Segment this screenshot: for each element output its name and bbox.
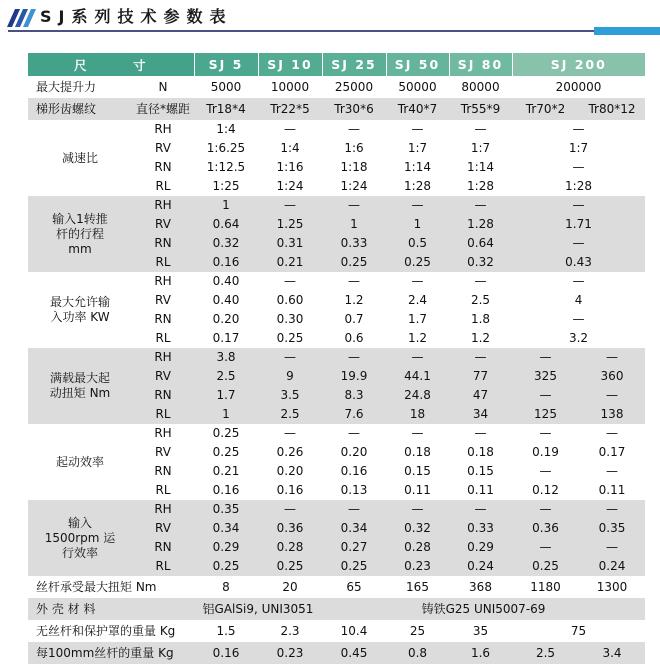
value-cell: 0.29 (194, 538, 258, 557)
value-cell: 1.71 (512, 215, 645, 234)
value-cell: 0.18 (449, 443, 512, 462)
value-cell: 0.26 (258, 443, 322, 462)
value-cell: 0.25 (194, 443, 258, 462)
value-cell: 0.20 (258, 462, 322, 481)
value-cell: 1.6 (449, 642, 512, 664)
value-cell: — (512, 234, 645, 253)
value-cell: 1.25 (258, 215, 322, 234)
value-cell: 47 (449, 386, 512, 405)
value-cell: 2.3 (258, 620, 322, 642)
value-cell: 0.36 (258, 519, 322, 538)
value-cell: 0.12 (512, 481, 579, 500)
value-cell: 0.25 (386, 253, 449, 272)
value-cell: — (449, 500, 512, 519)
value-cell: 1:16 (258, 158, 322, 177)
value-cell: 3.5 (258, 386, 322, 405)
value-cell: 0.25 (322, 253, 386, 272)
table-row (28, 272, 645, 291)
value-cell: 0.16 (194, 481, 258, 500)
header-sj80: SJ 80 (449, 53, 512, 76)
value-cell: 165 (386, 576, 449, 598)
value-cell: 1:4 (258, 139, 322, 158)
value-cell: 125 (512, 405, 579, 424)
section-label-line: 最大允许输 (49, 295, 110, 309)
brand-slashes-icon (11, 9, 32, 27)
value-cell: — (258, 500, 322, 519)
section-label (28, 348, 132, 424)
value-cell: 24.8 (386, 386, 449, 405)
value-cell: 1.5 (194, 620, 258, 642)
section-label-line: mm (68, 241, 92, 256)
value-cell: 2.5 (449, 291, 512, 310)
header-sj50: SJ 50 (386, 53, 449, 76)
value-cell: 10.4 (322, 620, 386, 642)
section-label-line: 满载最大起 (49, 371, 110, 385)
ratio-type-label: RL (132, 405, 194, 424)
value-cell: 0.25 (194, 424, 258, 443)
spec-table-body (28, 76, 645, 664)
value-cell: 25 (386, 620, 449, 642)
value-cell: 0.36 (512, 519, 579, 538)
section-label-line: 1500rpm 运 (44, 530, 116, 545)
value-cell: 65 (322, 576, 386, 598)
value-cell: 1:14 (386, 158, 449, 177)
value-cell: 1:28 (386, 177, 449, 196)
value-cell: 1:6 (322, 139, 386, 158)
value-cell: — (512, 500, 579, 519)
value-cell: 75 (512, 620, 645, 642)
value-cell: 0.45 (322, 642, 386, 664)
header-sj200: SJ 200 (512, 53, 645, 76)
value-cell: 9 (258, 367, 322, 386)
ratio-type-label: RV (132, 367, 194, 386)
ratio-type-label: RL (132, 329, 194, 348)
value-cell: 0.34 (322, 519, 386, 538)
ratio-type-label: RN (132, 462, 194, 481)
value-cell: 0.32 (449, 253, 512, 272)
value-cell: 3.4 (579, 642, 645, 664)
value-cell: 1300 (579, 576, 645, 598)
value-cell: 0.21 (258, 253, 322, 272)
value-cell: — (512, 310, 645, 329)
value-cell: — (386, 500, 449, 519)
value-cell: — (579, 462, 645, 481)
value-cell: — (322, 500, 386, 519)
value-cell: 1:24 (322, 177, 386, 196)
value-cell: 2.5 (512, 642, 579, 664)
value-cell: — (258, 196, 322, 215)
value-cell: 1:24 (258, 177, 322, 196)
value-cell: 0.60 (258, 291, 322, 310)
ratio-type-label: RH (132, 348, 194, 367)
value-cell: 0.20 (322, 443, 386, 462)
value-cell: 0.11 (579, 481, 645, 500)
table-row (28, 642, 645, 664)
table-row (28, 120, 645, 139)
value-cell: 0.64 (194, 215, 258, 234)
value-cell: 0.24 (449, 557, 512, 576)
value-cell: — (512, 462, 579, 481)
value-cell: 35 (449, 620, 512, 642)
title-bar (0, 0, 660, 44)
value-cell: 0.35 (579, 519, 645, 538)
value-cell: 0.34 (194, 519, 258, 538)
value-cell: 0.15 (386, 462, 449, 481)
value-cell: — (512, 424, 579, 443)
value-cell: 0.30 (258, 310, 322, 329)
value-cell: — (258, 272, 322, 291)
header-sj10: SJ 10 (258, 53, 322, 76)
section-label-line: 起动效率 (55, 454, 104, 469)
value-cell: 0.40 (194, 272, 258, 291)
value-cell: 3.2 (512, 329, 645, 348)
value-cell: — (258, 424, 322, 443)
value-cell: 1:7 (512, 139, 645, 158)
unit-label: N (132, 76, 194, 98)
value-cell: 1.28 (449, 215, 512, 234)
ratio-type-label: RH (132, 196, 194, 215)
ratio-type-label: RL (132, 481, 194, 500)
value-cell: 5000 (194, 76, 258, 98)
section-label-line: 输入1转推 (52, 211, 108, 226)
section-label-line: 杆的行程 (55, 226, 104, 241)
table-row (28, 598, 645, 620)
ratio-type-label: RN (132, 158, 194, 177)
value-cell: — (449, 272, 512, 291)
table-row (28, 424, 645, 443)
value-cell: Tr70*2 (512, 98, 579, 120)
value-cell: 铸铁G25 UNI5007-69 (322, 598, 645, 620)
value-cell: 0.13 (322, 481, 386, 500)
value-cell: Tr30*6 (322, 98, 386, 120)
value-cell: 2.4 (386, 291, 449, 310)
table-row (28, 500, 645, 519)
value-cell: — (512, 348, 579, 367)
value-cell: 0.5 (386, 234, 449, 253)
section-label: 每100mm丝杆的重量 Kg (28, 642, 194, 664)
value-cell: 0.16 (194, 253, 258, 272)
value-cell: — (579, 538, 645, 557)
value-cell: 50000 (386, 76, 449, 98)
value-cell: 80000 (449, 76, 512, 98)
ratio-type-label: RN (132, 234, 194, 253)
ratio-type-label: RN (132, 386, 194, 405)
value-cell: Tr22*5 (258, 98, 322, 120)
value-cell: 0.7 (322, 310, 386, 329)
value-cell: 铝GAlSi9, UNI3051 (194, 598, 322, 620)
value-cell: 3.8 (194, 348, 258, 367)
value-cell: 0.32 (386, 519, 449, 538)
value-cell: — (322, 196, 386, 215)
value-cell: 0.64 (449, 234, 512, 253)
value-cell: 0.23 (386, 557, 449, 576)
page-title: SJ系列技术参数表 (40, 7, 233, 26)
value-cell: — (449, 120, 512, 139)
value-cell: 77 (449, 367, 512, 386)
ratio-type-label: RV (132, 139, 194, 158)
value-cell: 0.16 (258, 481, 322, 500)
value-cell: 200000 (512, 76, 645, 98)
value-cell: 1 (386, 215, 449, 234)
table-row (28, 98, 645, 120)
section-label-line: 动扭矩 Nm (49, 386, 111, 400)
value-cell: — (512, 158, 645, 177)
value-cell: 0.16 (322, 462, 386, 481)
table-row (28, 348, 645, 367)
unit-label: 直径*螺距 (132, 98, 194, 120)
value-cell: 0.16 (194, 642, 258, 664)
ratio-type-label: RV (132, 519, 194, 538)
value-cell: — (322, 424, 386, 443)
table-row (28, 576, 645, 598)
value-cell: — (386, 424, 449, 443)
value-cell: 0.28 (386, 538, 449, 557)
value-cell: — (579, 424, 645, 443)
value-cell: — (386, 348, 449, 367)
section-label: 外 壳 材 料 (28, 598, 194, 620)
section-label (28, 500, 132, 576)
value-cell: 1:4 (194, 120, 258, 139)
value-cell: — (512, 272, 645, 291)
value-cell: 1:28 (449, 177, 512, 196)
value-cell: 1:18 (322, 158, 386, 177)
ratio-type-label: RL (132, 253, 194, 272)
value-cell: 0.17 (194, 329, 258, 348)
value-cell: 1:14 (449, 158, 512, 177)
value-cell: 0.33 (449, 519, 512, 538)
section-label-line: 减速比 (61, 150, 98, 165)
value-cell: 1.2 (322, 291, 386, 310)
value-cell: 1.7 (386, 310, 449, 329)
value-cell: 0.24 (579, 557, 645, 576)
value-cell: 0.8 (386, 642, 449, 664)
value-cell: Tr40*7 (386, 98, 449, 120)
value-cell: — (579, 500, 645, 519)
value-cell: 10000 (258, 76, 322, 98)
value-cell: — (386, 120, 449, 139)
title-underline-accent (594, 27, 660, 35)
value-cell: — (322, 272, 386, 291)
header-dimension: 尺 寸 (28, 53, 194, 76)
ratio-type-label: RV (132, 291, 194, 310)
value-cell: 0.11 (386, 481, 449, 500)
value-cell: 0.11 (449, 481, 512, 500)
value-cell: 1.7 (194, 386, 258, 405)
value-cell: 1180 (512, 576, 579, 598)
value-cell: 138 (579, 405, 645, 424)
value-cell: 2.5 (258, 405, 322, 424)
value-cell: 1.2 (449, 329, 512, 348)
value-cell: 1 (322, 215, 386, 234)
section-label (28, 424, 132, 500)
section-label (28, 196, 132, 272)
value-cell: 360 (579, 367, 645, 386)
section-label: 最大提升力 (28, 76, 132, 98)
value-cell: — (512, 538, 579, 557)
value-cell: 25000 (322, 76, 386, 98)
value-cell: 4 (512, 291, 645, 310)
header-sj5: SJ 5 (194, 53, 258, 76)
value-cell: 18 (386, 405, 449, 424)
ratio-type-label: RH (132, 500, 194, 519)
value-cell: 0.23 (258, 642, 322, 664)
value-cell: — (386, 272, 449, 291)
ratio-type-label: RH (132, 424, 194, 443)
section-label-line: 输入 (67, 515, 92, 530)
value-cell: — (449, 424, 512, 443)
value-cell: 44.1 (386, 367, 449, 386)
value-cell: 1 (194, 405, 258, 424)
value-cell: 0.17 (579, 443, 645, 462)
value-cell: 0.35 (194, 500, 258, 519)
value-cell: — (258, 120, 322, 139)
value-cell: 7.6 (322, 405, 386, 424)
value-cell: 0.25 (258, 329, 322, 348)
value-cell: 1:25 (194, 177, 258, 196)
value-cell: 19.9 (322, 367, 386, 386)
value-cell: Tr18*4 (194, 98, 258, 120)
value-cell: 0.40 (194, 291, 258, 310)
ratio-type-label: RN (132, 538, 194, 557)
value-cell: 0.33 (322, 234, 386, 253)
header-sj25: SJ 25 (322, 53, 386, 76)
value-cell: — (512, 120, 645, 139)
value-cell: 0.25 (258, 557, 322, 576)
value-cell: 0.27 (322, 538, 386, 557)
value-cell: 1:7 (449, 139, 512, 158)
ratio-type-label: RV (132, 215, 194, 234)
value-cell: — (449, 196, 512, 215)
ratio-type-label: RV (132, 443, 194, 462)
table-row (28, 620, 645, 642)
value-cell: 0.18 (386, 443, 449, 462)
value-cell: 0.32 (194, 234, 258, 253)
table-header-row (28, 53, 645, 76)
value-cell: 0.29 (449, 538, 512, 557)
value-cell: 0.28 (258, 538, 322, 557)
value-cell: 0.31 (258, 234, 322, 253)
value-cell: — (512, 196, 645, 215)
value-cell: — (449, 348, 512, 367)
ratio-type-label: RH (132, 272, 194, 291)
spec-table (28, 53, 645, 664)
section-label: 梯形齿螺纹 (28, 98, 132, 120)
section-label-line: 行效率 (61, 545, 98, 560)
value-cell: 8 (194, 576, 258, 598)
section-label: 丝杆承受最大扭矩 Nm (28, 576, 194, 598)
value-cell: 0.20 (194, 310, 258, 329)
value-cell: 34 (449, 405, 512, 424)
value-cell: 1:7 (386, 139, 449, 158)
value-cell: 1:12.5 (194, 158, 258, 177)
value-cell: — (579, 348, 645, 367)
ratio-type-label: RL (132, 557, 194, 576)
value-cell: 0.25 (194, 557, 258, 576)
section-label (28, 272, 132, 348)
value-cell: 1.2 (386, 329, 449, 348)
section-label-line: 入功率 KW (50, 310, 110, 324)
value-cell: 2.5 (194, 367, 258, 386)
value-cell: — (512, 386, 579, 405)
value-cell: 8.3 (322, 386, 386, 405)
value-cell: — (579, 386, 645, 405)
ratio-type-label: RH (132, 120, 194, 139)
value-cell: — (322, 120, 386, 139)
value-cell: 0.43 (512, 253, 645, 272)
value-cell: — (386, 196, 449, 215)
table-row (28, 196, 645, 215)
value-cell: 0.19 (512, 443, 579, 462)
value-cell: — (322, 348, 386, 367)
ratio-type-label: RL (132, 177, 194, 196)
section-label: 无丝杆和保护罩的重量 Kg (28, 620, 194, 642)
value-cell: 0.21 (194, 462, 258, 481)
value-cell: 0.6 (322, 329, 386, 348)
value-cell: — (258, 348, 322, 367)
value-cell: 1 (194, 196, 258, 215)
value-cell: Tr80*12 (579, 98, 645, 120)
value-cell: 1.8 (449, 310, 512, 329)
value-cell: 1:6.25 (194, 139, 258, 158)
value-cell: 0.25 (512, 557, 579, 576)
value-cell: 0.25 (322, 557, 386, 576)
value-cell: 325 (512, 367, 579, 386)
value-cell: Tr55*9 (449, 98, 512, 120)
title-underline (8, 30, 660, 32)
value-cell: 368 (449, 576, 512, 598)
value-cell: 20 (258, 576, 322, 598)
section-label (28, 120, 132, 196)
value-cell: 0.15 (449, 462, 512, 481)
ratio-type-label: RN (132, 310, 194, 329)
table-row (28, 76, 645, 98)
value-cell: 1:28 (512, 177, 645, 196)
